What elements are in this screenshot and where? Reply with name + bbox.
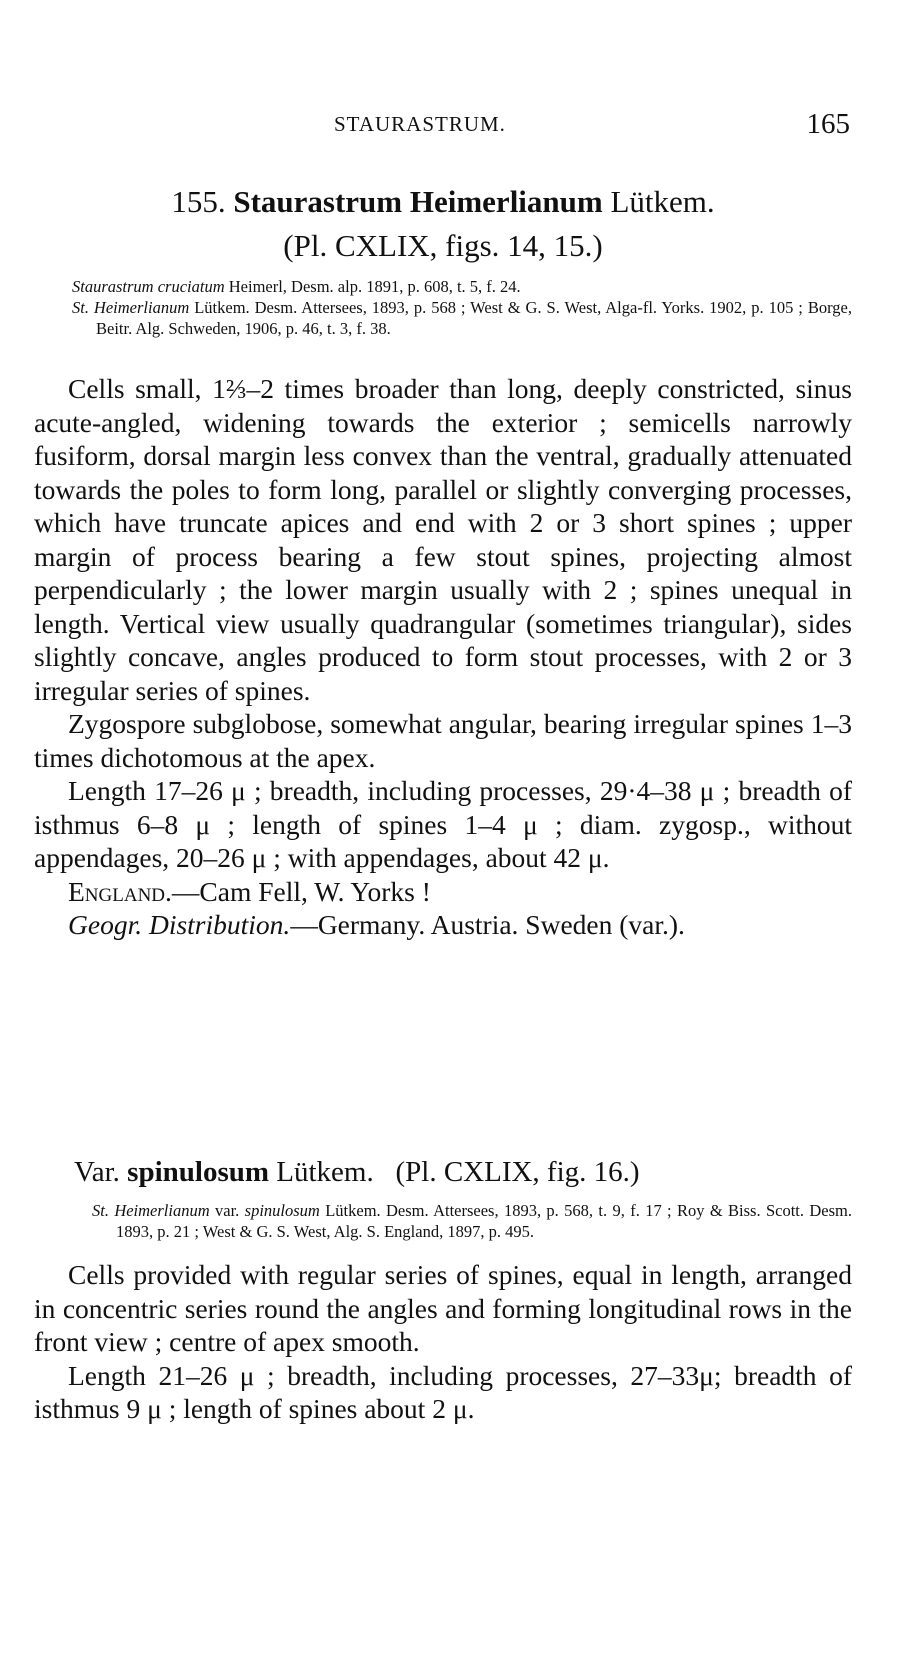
description-paragraph: Cells small, 1⅔–2 times broader than long, deeply constricted, sinus acute-angled, widening towards the exterior ; semicells narrowly fusiform, dorsal margin less convex than the ventral, gradually attenuated towards the poles to form long, parallel or slightly converging processes, which have truncate apices and end with 2 or 3 short spines ; upper margin of process bearing a few stout spines, projecting almost perpendicularly ; the lower margin usually with 2 ; spines unequal in length. Vertical view usually quadrangular (sometimes triangular), sides slightly concave, angles produced to form stout processes, with 2 or 3 irregular series of spines. (34, 373, 852, 706)
variety-synonym (92, 1200, 852, 1242)
running-title: STAURASTRUM. (334, 112, 506, 136)
synonym-entry (72, 276, 852, 297)
distribution-text: —Germany. Austria. Sweden (var.). (290, 909, 685, 940)
variety-heading (34, 1152, 852, 1192)
england-text: —Cam Fell, W. Yorks ! (171, 875, 431, 907)
synonym-name: Staurastrum cruciatum (72, 277, 225, 296)
variety-author: Lütkem. (276, 1156, 374, 1188)
synonym-entry (72, 297, 852, 339)
species-author: Lütkem. (610, 184, 715, 219)
synonym-citation: Heimerl, Desm. alp. 1891, p. 608, t. 5, f. 24. (228, 277, 521, 296)
variety-section (34, 1152, 852, 1426)
species-name: Staurastrum Heimerlianum (233, 184, 603, 219)
synonym-citation: Lütkem. Desm. Attersees, 1893, p. 568 ; West & G. S. West, Alga-fl. Yorks. 1902, p. 105 ; Borge, Beitr. Alg. Schweden, 1906, p. 46, t. 3, f. 38. (96, 298, 852, 338)
synonym-name: St. Heimerlianum (72, 298, 190, 317)
species-plate-ref: (Pl. CXLIX, figs. 14, 15.) (283, 228, 603, 263)
species-number: 155. (171, 184, 226, 219)
england-paragraph (34, 875, 852, 909)
variety-synonym-name: St. Heimerlianum (92, 1201, 210, 1220)
variety-measurements: Length 21–26 μ ; breadth, including processes, 27–33μ; breadth of isthmus 9 μ ; length of spines about 2 μ. (34, 1359, 852, 1424)
variety-plate-ref: (Pl. CXLIX, fig. 16.) (395, 1156, 640, 1188)
page-number: 165 (806, 108, 850, 140)
variety-prefix: Var. (74, 1156, 120, 1188)
variety-description: Cells provided with regular series of spines, equal in length, arranged in concentric series round the angles and forming longitudinal rows in the front view ; centre of apex smooth. (34, 1259, 852, 1357)
variety-name: spinulosum (127, 1156, 270, 1188)
distribution-paragraph (34, 908, 852, 942)
species-heading (34, 180, 852, 268)
variety-body (34, 1258, 852, 1426)
england-label: England. (68, 875, 172, 907)
species-body (34, 372, 852, 942)
measurements-paragraph: Length 17–26 μ ; breadth, including processes, 29·4–38 μ ; breadth of isthmus 6–8 μ ; length of spines 1–4 μ ; diam. zygosp., without appendages, 20–26 μ ; with appendages, about 42 μ. (34, 775, 852, 873)
variety-synonym-epithet: spinulosum (244, 1201, 320, 1220)
distribution-label: Geogr. Distribution. (68, 909, 291, 940)
zygospore-paragraph: Zygospore subglobose, somewhat angular, bearing irregular spines 1–3 times dichotomous at the apex. (34, 708, 852, 773)
variety-synonym-var: var. (215, 1201, 240, 1220)
variety-synonym-citation: Lütkem. Desm. Attersees, 1893, p. 568, t. 9, f. 17 ; Roy & Biss. Scott. Desm. 1893, p. 21 ; West & G. S. West, Alg. S. England, 1897, p. 495. (116, 1201, 852, 1241)
running-head (34, 108, 852, 142)
synonym-list (72, 276, 852, 339)
